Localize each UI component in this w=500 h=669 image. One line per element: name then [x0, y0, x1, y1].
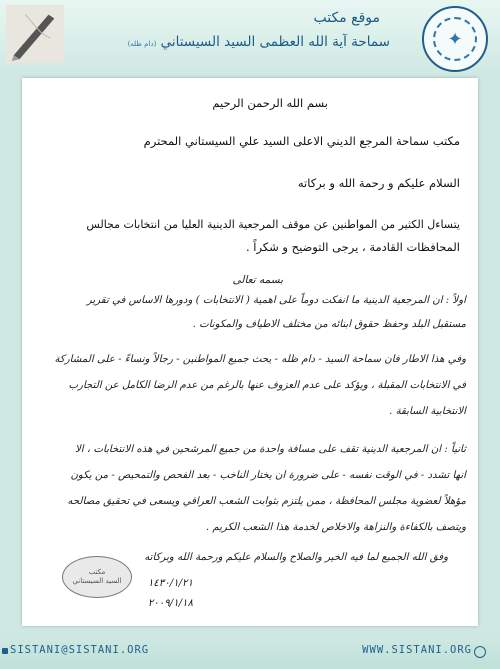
stamp-text-bottom: السيد السيستاني	[72, 577, 122, 585]
site-subtitle-text: سماحة آية الله العظمى السيد السيستاني	[160, 34, 390, 50]
basmala: بسم الله الرحمن الرحيم	[212, 96, 328, 110]
logo-flame-icon: ✦	[433, 17, 477, 61]
answer-line: في الانتخابات المقبلة ، ويؤكد على عدم العزوف عنها بالرغم من عدم الرضا الكامل عن التجارب	[68, 380, 466, 391]
pen-icon	[6, 4, 64, 64]
sistani-logo-icon[interactable]	[422, 6, 488, 72]
answer-line: مستقبل البلد وحفظ حقوق ابنائه من مختلف الاطياف والمكونات .	[192, 319, 466, 330]
answer-line: اولاً : ان المرجعية الدينية ما انفكت دوماً على اهمية ( الانتخابات ) ودورها الاساس في تقرير	[86, 295, 466, 306]
footer-email[interactable]: SISTANI@SISTANI.ORG	[10, 644, 150, 656]
answer-line: انها تشدد - في الوقت نفسه - على ضرورة ان يختار الناخب - بعد الفحص والتمحيص - من يكون	[70, 470, 466, 481]
honorific: (دام ظله)	[127, 40, 157, 48]
globe-icon	[474, 646, 486, 658]
footer	[0, 634, 500, 669]
office-stamp	[62, 556, 132, 598]
footer-website[interactable]: WWW.SISTANI.ORG	[362, 644, 472, 656]
letter-document	[22, 78, 478, 626]
answer-heading: بسمه تعالى	[232, 274, 283, 286]
stamp-text-top: مكتب	[88, 568, 106, 576]
answer-line: مؤهلاً لعضوية مجلس المحافظة ، ممن يلتزم بثوابت الشعب العراقي ويسعى في تحقيق مصالحه	[67, 496, 466, 507]
addressee: مكتب سماحة المرجع الديني الاعلى السيد علي السيستاني المحترم	[143, 134, 460, 148]
answer-line: وفي هذا الاطار فان سماحة السيد - دام ظله - يحث جميع المواطنين - رجالاً ونساءً - على المشاركة	[54, 354, 466, 365]
question-line-2: المحافظات القادمة ، يرجى التوضيح و شكراً .	[245, 240, 460, 254]
site-subtitle	[128, 34, 390, 50]
date-gregorian: ٢٠٠٩/١/١٨	[147, 598, 193, 609]
answer-line: وفق الله الجميع لما فيه الخير والصلاح والسلام عليكم ورحمة الله وبركاته	[144, 552, 448, 563]
date-hijri: ١٤٣٠/١/٢١	[147, 578, 193, 589]
answer-line: ثانياً : ان المرجعية الدينية تقف على مسافة واحدة من جميع المرشحين في هذه الانتخابات ، الا	[74, 444, 466, 455]
greeting: السلام عليكم و رحمة الله و بركاته	[297, 176, 460, 190]
question-line-1: يتساءل الكثير من المواطنين عن موقف المرجعية الدينية العليا من انتخابات مجالس	[86, 218, 460, 231]
answer-line: الانتخابية السابقة .	[389, 406, 466, 417]
answer-line: ويتصف بالكفاءة والنزاهة والاخلاص لخدمة هذا الشعب الكريم .	[205, 522, 466, 533]
site-title: موقع مكتب	[313, 10, 380, 26]
header	[0, 0, 500, 75]
email-icon	[2, 648, 8, 654]
